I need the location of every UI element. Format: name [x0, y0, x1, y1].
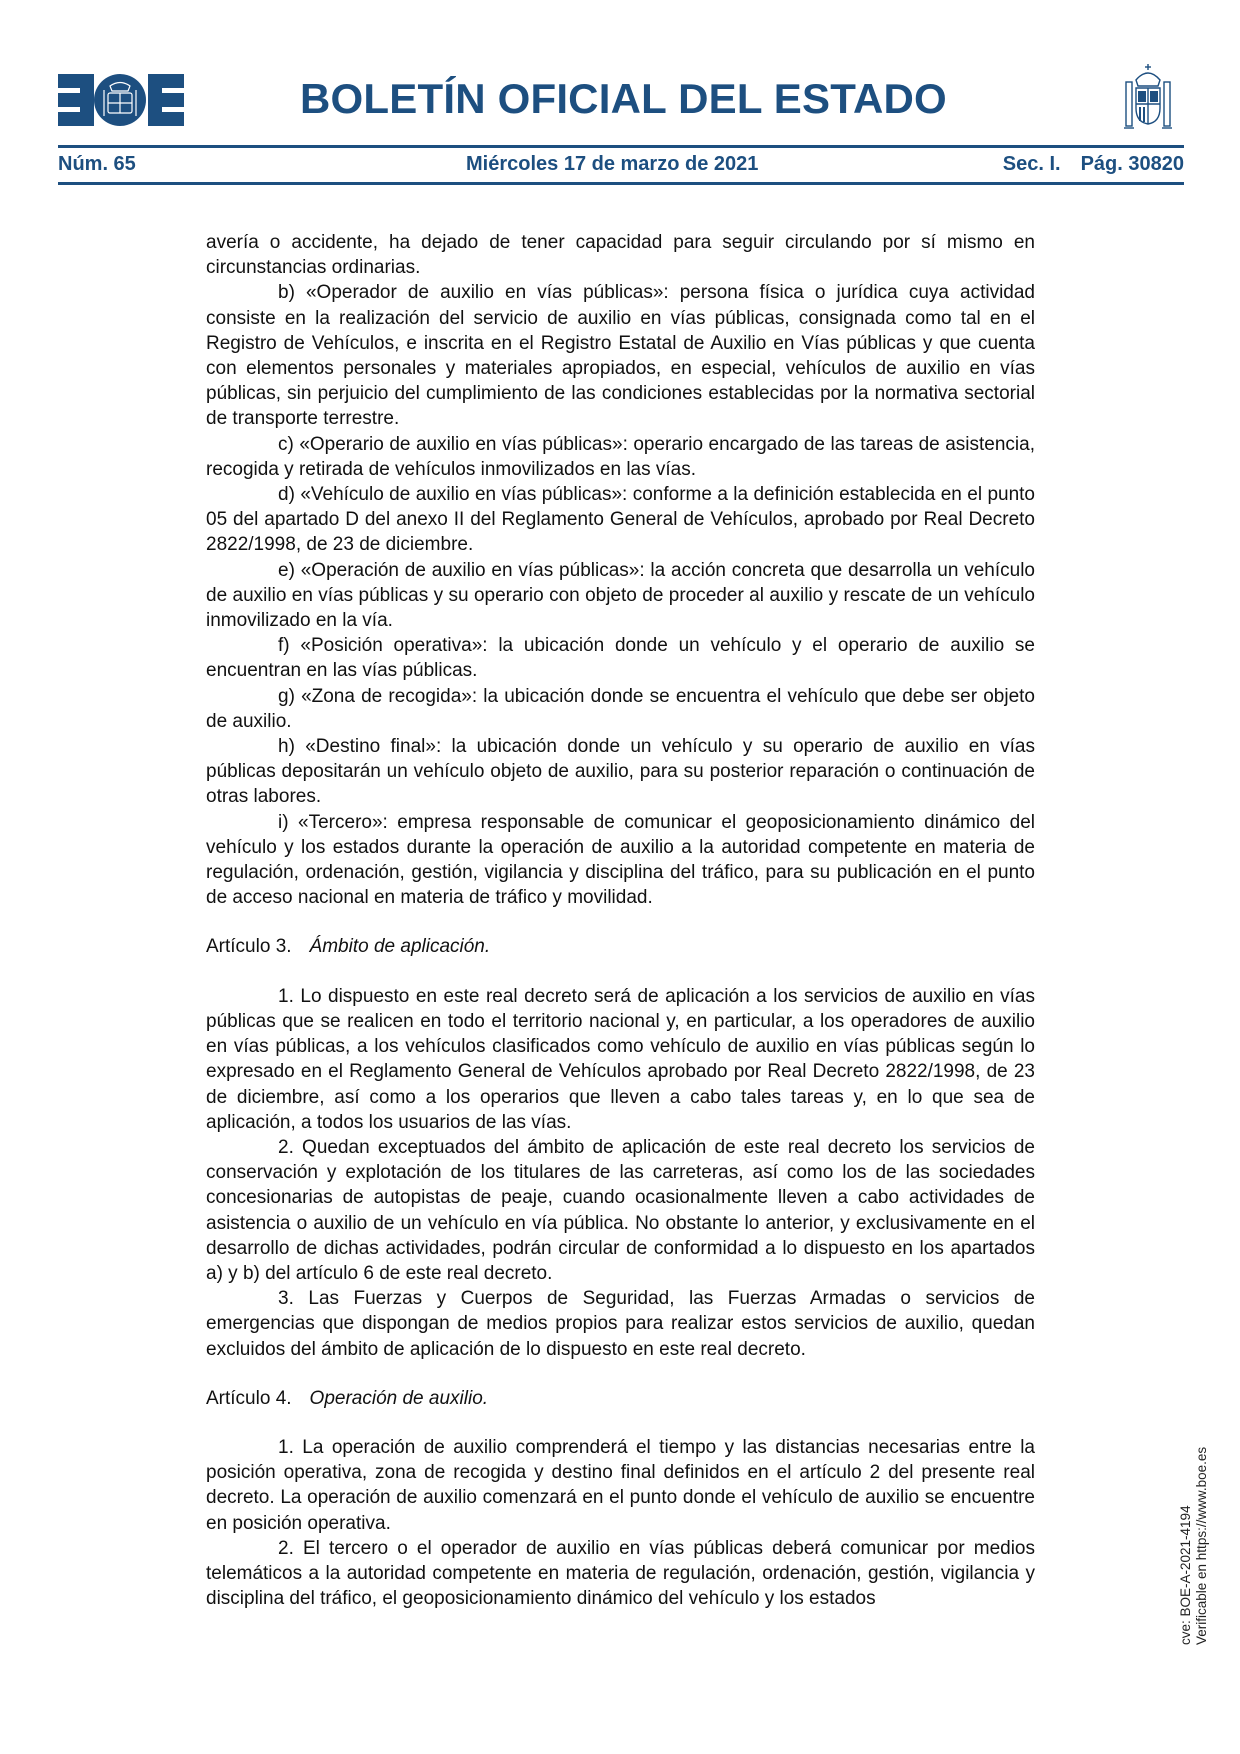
definition-label: h)	[278, 736, 295, 758]
section-label: Sec. I.	[1002, 153, 1061, 175]
continuation-paragraph: avería o accidente, ha dejado de tener capacidad para seguir circulando por sí mismo en circunstancias ordinarias.	[206, 232, 1035, 279]
verification-sidebar	[1178, 1447, 1210, 1645]
paragraph-label: 1.	[278, 985, 294, 1007]
paragraph-text: La operación de auxilio comprenderá el tiempo y las distancias necesarias entre la posición operativa, zona de recogida y destino final definidos en el artículo 2 del presente real decreto. La operación de auxilio comenzará en el punto donde el vehículo de auxilio se encuentre en posición operativa.	[206, 1436, 1036, 1534]
definition-label: b)	[278, 282, 295, 304]
article-title: Operación de auxilio.	[309, 1387, 489, 1409]
page-number: Pág. 30820	[1080, 153, 1184, 175]
page-title: BOLETÍN OFICIAL DEL ESTADO	[300, 75, 947, 122]
paragraph-label: 3.	[278, 1288, 294, 1310]
definition-item	[206, 684, 1035, 734]
definition-label: c)	[278, 433, 294, 455]
definition-text: «Operario de auxilio en vías públicas»: operario encargado de las tareas de asistencia, recogida y retirada de vehículos inmovilizados en las vías.	[206, 433, 1035, 480]
article-paragraph	[206, 984, 1035, 1135]
coat-of-arms-icon	[1124, 62, 1172, 132]
article-paragraph	[206, 1286, 1035, 1362]
header-divider-top	[58, 145, 1184, 148]
cve-code: cve: BOE-A-2021-4194	[1178, 1505, 1193, 1645]
document-body	[206, 230, 1035, 1611]
definition-text: «Operador de auxilio en vías públicas»: persona física o jurídica cuya actividad consiste en la realización del servicio de auxilio en vías públicas, consignada como tal en el Registro de Vehículos, e inscrita en el Registro Estatal de Auxilio en Vías públicas y que cuenta con elementos personales y materiales apropiados, en especial, vehículos de auxilio en vías públicas, sin perjuicio del cumplimiento de las condiciones establecidas por la normativa sectorial de transporte terrestre.	[206, 282, 1036, 430]
paragraph-text: Quedan exceptuados del ámbito de aplicación de este real decreto los servicios de conservación y explotación de los titulares de las carreteras, así como los de las sociedades concesionarias de autopistas de peaje, cuando ocasionalmente lleven a cabo actividades de asistencia o auxilio de un vehículo en vía pública. No obstante lo anterior, y exclusivamente en el desarrollo de dichas actividades, podrán circular de conformidad a lo dispuesto en los apartados a) y b) del artículo 6 de este real decreto.	[206, 1136, 1035, 1284]
article-paragraph	[206, 1435, 1035, 1536]
paragraph-text: El tercero o el operador de auxilio en vías públicas deberá comunicar por medios telemáticos a la autoridad competente en materia de regulación, ordenación, gestión, vigilancia y disciplina del tráfico, el geoposicionamiento dinámico del vehículo y los estados	[206, 1537, 1035, 1610]
issue-date: Miércoles 17 de marzo de 2021	[466, 153, 759, 175]
definition-label: d)	[278, 484, 295, 506]
definition-item	[206, 280, 1035, 431]
article-title: Ámbito de aplicación.	[309, 936, 491, 958]
definition-item	[206, 482, 1035, 558]
definition-label: g)	[278, 685, 295, 707]
article-paragraph	[206, 1135, 1035, 1286]
verification-link[interactable]: Verificable en https://www.boe.es	[1194, 1446, 1209, 1645]
header-divider-bottom	[58, 182, 1184, 185]
paragraph-label: 1.	[278, 1436, 294, 1458]
section-page	[1003, 152, 1184, 176]
definition-label: e)	[278, 559, 295, 581]
definition-item	[206, 810, 1035, 911]
definition-text: «Posición operativa»: la ubicación donde un vehículo y el operario de auxilio se encuentran en las vías públicas.	[206, 635, 1035, 682]
definition-text: «Vehículo de auxilio en vías públicas»: conforme a la definición establecida en el punto 05 del apartado D del anexo II del Reglamento General de Vehículos, aprobado por Real Decreto 2822/1998, de 23 de diciembre.	[206, 484, 1035, 556]
definition-item	[206, 432, 1035, 482]
paragraph-text: Lo dispuesto en este real decreto será de aplicación a los servicios de auxilio en vías públicas que se realicen en todo el territorio nacional y, en particular, a los operadores de auxilio en vías públicas, a los vehículos clasificados como vehículo de auxilio en vías públicas según lo expresado en el Reglamento General de Vehículos aprobado por Real Decreto 2822/1998, de 23 de diciembre, así como a los operarios que lleven a cabo tales tareas y, en lo que sea de aplicación, a todos los usuarios de las vías.	[206, 985, 1035, 1133]
paragraph-label: 2.	[278, 1537, 294, 1559]
definition-item	[206, 734, 1035, 810]
definition-text: «Zona de recogida»: la ubicación donde se encuentra el vehículo que debe ser objeto de auxilio.	[206, 685, 1035, 732]
paragraph-label: 2.	[278, 1136, 294, 1158]
article-paragraph	[206, 1536, 1035, 1612]
definition-text: «Tercero»: empresa responsable de comunicar el geoposicionamiento dinámico del vehículo y los estados durante la operación de auxilio a la autoridad competente en materia de regulación, ordenación, gestión, vigilancia y disciplina del tráfico, para su publicación en el punto de acceso nacional en materia de tráfico y movilidad.	[206, 811, 1036, 909]
article-4-heading	[206, 1386, 1035, 1411]
article-number: Artículo 3.	[206, 936, 292, 958]
article-3-heading	[206, 934, 1035, 959]
definition-label: i)	[278, 811, 289, 833]
paragraph-text: Las Fuerzas y Cuerpos de Seguridad, las Fuerzas Armadas o servicios de emergencias que dispongan de medios propios para realizar estos servicios de auxilio, quedan excluidos del ámbito de aplicación de lo dispuesto en este real decreto.	[206, 1288, 1036, 1360]
boe-logo-icon	[58, 74, 184, 126]
definition-text: «Destino final»: la ubicación donde un vehículo y su operario de auxilio en vías públicas depositarán un vehículo objeto de auxilio, para su posterior reparación o continuación de otras labores.	[206, 736, 1035, 808]
definition-text: «Operación de auxilio en vías públicas»: la acción concreta que desarrolla un vehículo de auxilio en vías públicas y su operario con objeto de proceder al auxilio y rescate de un vehículo inmovilizado en la vía.	[206, 559, 1035, 632]
definition-item	[206, 558, 1035, 634]
issue-number: Núm. 65	[58, 153, 136, 175]
article-number: Artículo 4.	[206, 1387, 292, 1409]
definition-item	[206, 633, 1035, 683]
definition-label: f)	[278, 635, 290, 657]
